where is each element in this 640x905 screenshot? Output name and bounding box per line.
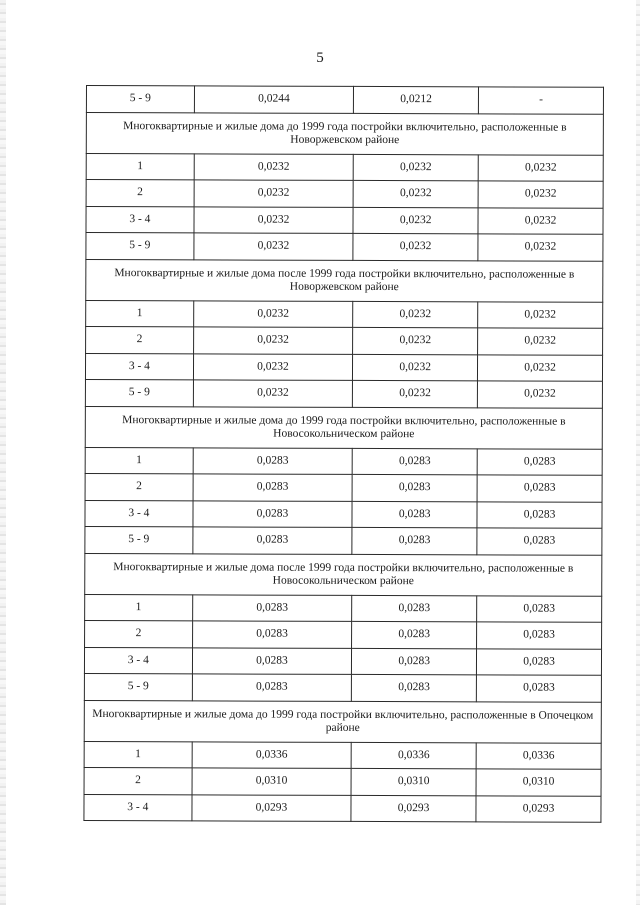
table-row bbox=[85, 379, 602, 407]
table-cell-value: 0,0232 bbox=[353, 233, 478, 260]
table-cell-value: 0,0232 bbox=[193, 380, 353, 407]
table-cell-floors: 5 - 9 bbox=[85, 526, 193, 553]
table-cell-value: 0,0283 bbox=[193, 500, 353, 527]
table-cell-value: 0,0283 bbox=[352, 648, 477, 675]
table-cell-value: 0,0293 bbox=[351, 795, 476, 822]
table-row bbox=[84, 673, 601, 701]
table-row bbox=[84, 794, 601, 822]
table-cell-value: 0,0283 bbox=[192, 647, 352, 674]
table-cell-floors: 2 bbox=[86, 327, 194, 354]
table-cell-value: 0,0283 bbox=[193, 474, 353, 501]
section-header-row bbox=[85, 553, 602, 596]
table-cell-value: 0,0232 bbox=[194, 206, 354, 233]
table-row bbox=[84, 741, 601, 769]
page-number: 5 bbox=[316, 50, 324, 66]
table-cell-value: 0,0283 bbox=[477, 622, 602, 649]
table-cell-value: 0,0232 bbox=[478, 154, 603, 181]
section-title: Многоквартирные и жилые дома после 1999 года постройки включительно, расположенные в Новоржевском районе bbox=[86, 259, 603, 302]
table-cell-value: 0,0283 bbox=[477, 475, 602, 502]
table-cell-floors: 3 - 4 bbox=[86, 206, 194, 233]
table-row bbox=[85, 620, 602, 648]
table-row bbox=[86, 86, 603, 114]
table-cell-value: 0,0232 bbox=[478, 234, 603, 261]
table-cell-floors: 5 - 9 bbox=[84, 673, 192, 700]
table-cell-value: 0,0232 bbox=[193, 353, 353, 380]
table-cell-value: 0,0283 bbox=[352, 595, 477, 622]
table-row bbox=[84, 647, 601, 675]
table-cell-floors: 3 - 4 bbox=[85, 353, 193, 380]
table-cell-value: 0,0232 bbox=[478, 301, 603, 328]
table-cell-value: 0,0232 bbox=[353, 207, 478, 234]
table-cell-value: 0,0232 bbox=[353, 180, 478, 207]
table-cell-value: 0,0212 bbox=[354, 86, 479, 113]
table-cell-value: 0,0232 bbox=[353, 154, 478, 181]
table-cell-floors: 3 - 4 bbox=[84, 647, 192, 674]
table-cell-floors: 3 - 4 bbox=[84, 794, 192, 821]
table-row bbox=[86, 153, 603, 181]
section-title: Многоквартирные и жилые дома до 1999 года постройки включительно, расположенные в Новосокольническом районе bbox=[85, 406, 602, 449]
table-cell-value: 0,0283 bbox=[477, 648, 602, 675]
table-row bbox=[85, 353, 602, 381]
table-cell-floors: 2 bbox=[85, 473, 193, 500]
tariff-table-body bbox=[84, 86, 604, 823]
table-row bbox=[85, 500, 602, 528]
table-row bbox=[85, 473, 602, 501]
table-cell-value: 0,0336 bbox=[351, 742, 476, 769]
table-row bbox=[84, 767, 601, 795]
table-cell-floors: 1 bbox=[86, 300, 194, 327]
table-cell-value: 0,0283 bbox=[477, 528, 602, 555]
table-cell-floors: 1 bbox=[85, 594, 193, 621]
table-row bbox=[85, 594, 602, 622]
table-row bbox=[86, 327, 603, 355]
table-cell-value: 0,0283 bbox=[352, 474, 477, 501]
table-cell-value: 0,0283 bbox=[352, 674, 477, 701]
table-cell-value: 0,0283 bbox=[192, 674, 352, 701]
table-cell-value: 0,0283 bbox=[352, 621, 477, 648]
table-cell-value: 0,0283 bbox=[477, 595, 602, 622]
table-cell-floors: 2 bbox=[84, 767, 192, 794]
table-cell-floors: 3 - 4 bbox=[85, 500, 193, 527]
table-cell-value: 0,0283 bbox=[192, 621, 352, 648]
section-header-row bbox=[86, 112, 603, 155]
table-cell-floors: 1 bbox=[85, 447, 193, 474]
table-cell-value: 0,0232 bbox=[194, 180, 354, 207]
table-cell-floors: 1 bbox=[86, 153, 194, 180]
table-cell-value: 0,0232 bbox=[478, 328, 603, 355]
section-title: Многоквартирные и жилые дома до 1999 года постройки включительно, расположенные в Новоржевском районе bbox=[86, 112, 603, 155]
table-cell-value: 0,0283 bbox=[352, 527, 477, 554]
scan-edge-left bbox=[0, 0, 6, 905]
table-cell-value: 0,0310 bbox=[192, 768, 352, 795]
table-row bbox=[86, 300, 603, 328]
table-cell-value: 0,0283 bbox=[193, 447, 353, 474]
table-cell-value: 0,0310 bbox=[351, 768, 476, 795]
table-cell-value: 0,0293 bbox=[476, 795, 601, 822]
table-cell-value: 0,0283 bbox=[477, 501, 602, 528]
table-cell-value: 0,0232 bbox=[478, 181, 603, 208]
scan-edge-right bbox=[636, 0, 640, 905]
table-cell-value: 0,0283 bbox=[192, 594, 352, 621]
table-row bbox=[86, 180, 603, 208]
table-cell-floors: 5 - 9 bbox=[86, 86, 194, 113]
table-cell-value: 0,0232 bbox=[193, 327, 353, 354]
table-cell-floors: 2 bbox=[86, 180, 194, 207]
table-cell-floors: 5 - 9 bbox=[85, 379, 193, 406]
table-cell-value: 0,0283 bbox=[477, 448, 602, 475]
table-cell-value: 0,0232 bbox=[194, 153, 354, 180]
tariff-table bbox=[83, 85, 604, 823]
table-cell-value: 0,0232 bbox=[477, 381, 602, 408]
table-cell-value: 0,0283 bbox=[476, 675, 601, 702]
table-cell-floors: 2 bbox=[85, 620, 193, 647]
table-cell-value: 0,0283 bbox=[193, 527, 353, 554]
table-cell-value: - bbox=[478, 87, 603, 114]
section-header-row bbox=[84, 700, 601, 743]
table-row bbox=[85, 526, 602, 554]
table-cell-value: 0,0336 bbox=[192, 741, 352, 768]
table-row bbox=[86, 206, 603, 234]
section-header-row bbox=[86, 259, 603, 302]
table-cell-value: 0,0232 bbox=[194, 233, 354, 260]
table-cell-value: 0,0232 bbox=[478, 354, 603, 381]
table-cell-value: 0,0232 bbox=[193, 300, 353, 327]
table-cell-value: 0,0283 bbox=[352, 501, 477, 528]
table-cell-value: 0,0232 bbox=[353, 380, 478, 407]
table-cell-value: 0,0293 bbox=[192, 794, 352, 821]
section-header-row bbox=[85, 406, 602, 449]
section-title: Многоквартирные и жилые дома до 1999 года постройки включительно, расположенные в Опочецком районе bbox=[84, 700, 601, 743]
table-cell-value: 0,0283 bbox=[352, 448, 477, 475]
table-cell-value: 0,0336 bbox=[476, 742, 601, 769]
section-title: Многоквартирные и жилые дома после 1999 года постройки включительно, расположенные в Новосокольническом районе bbox=[85, 553, 602, 596]
table-row bbox=[86, 233, 603, 261]
table-cell-floors: 5 - 9 bbox=[86, 233, 194, 260]
table-cell-value: 0,0244 bbox=[194, 86, 354, 113]
table-cell-value: 0,0232 bbox=[353, 301, 478, 328]
table-cell-value: 0,0232 bbox=[353, 327, 478, 354]
table-cell-value: 0,0232 bbox=[478, 207, 603, 234]
table-cell-floors: 1 bbox=[84, 741, 192, 768]
table-row bbox=[85, 447, 602, 475]
table-cell-value: 0,0310 bbox=[476, 769, 601, 796]
table-cell-value: 0,0232 bbox=[353, 354, 478, 381]
